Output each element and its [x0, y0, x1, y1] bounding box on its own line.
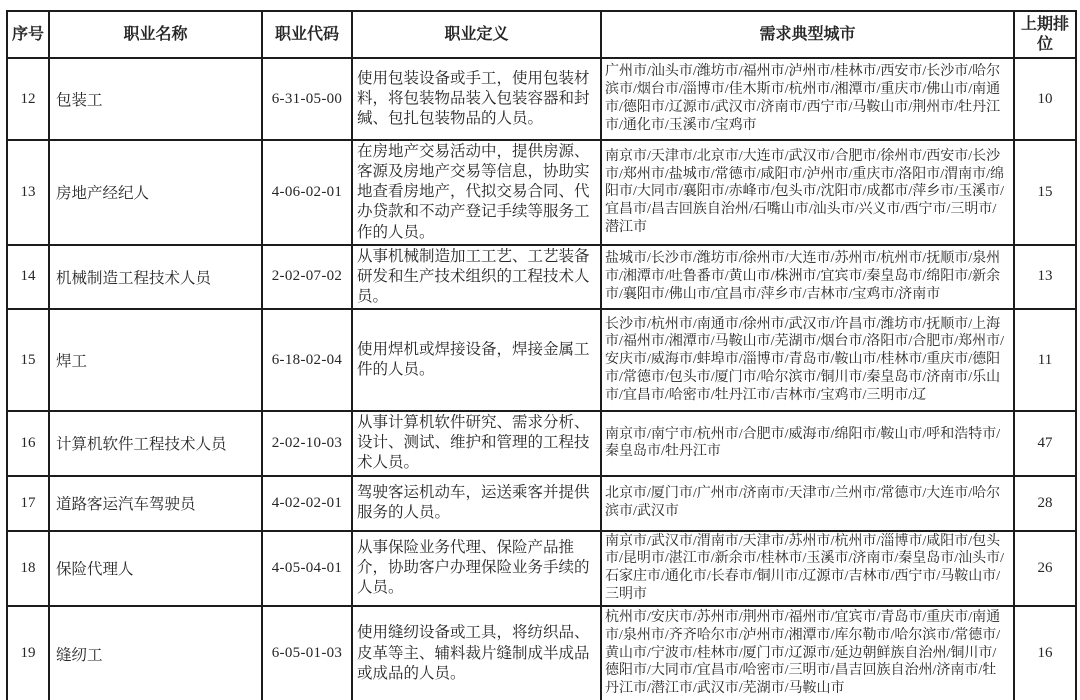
- cell-demand-cities: 杭州市/安庆市/苏州市/荆州市/福州市/宜宾市/青岛市/重庆市/南通市/泉州市/齐齐哈尔市/泸州市/湘潭市/库尔勒市/哈尔滨市/常德市/黄山市/宁波市/桂林市/厦门市/辽源市/延边朝鲜族自治州/铜川市/德阳市/大同市/宜昌市/哈密市/三明市/昌吉回族自治州/济南市/牡丹江市/潜江市/武汉市/芜湖市/马鞍山市: [601, 606, 1014, 700]
- cell-occupation-code: 6-31-05-00: [262, 58, 352, 140]
- cell-demand-cities: 盐城市/长沙市/潍坊市/徐州市/大连市/苏州市/杭州市/抚顺市/泉州市/湘潭市/吐鲁番市/黄山市/株洲市/宜宾市/秦皇岛市/绵阳市/新余市/襄阳市/佛山市/宜昌市/萍乡市/吉林市/宝鸡市/济南市: [601, 245, 1014, 309]
- cell-previous-rank: 11: [1014, 309, 1076, 411]
- cell-serial: 19: [7, 606, 49, 700]
- table-row: [7, 531, 1076, 606]
- cell-occupation-code: 6-05-01-03: [262, 606, 352, 700]
- table-row: [7, 309, 1076, 411]
- cell-occupation-code: 4-02-02-01: [262, 476, 352, 531]
- column-header-previous-rank: 上期排位: [1014, 11, 1076, 58]
- column-header-occupation-name: 职业名称: [49, 11, 262, 58]
- table-row: [7, 140, 1076, 245]
- cell-occupation-definition: 从事机械制造加工工艺、工艺装备研发和生产技术组织的工程技术人员。: [352, 245, 601, 309]
- cell-serial: 13: [7, 140, 49, 245]
- cell-occupation-code: 2-02-07-02: [262, 245, 352, 309]
- cell-previous-rank: 28: [1014, 476, 1076, 531]
- cell-serial: 18: [7, 531, 49, 606]
- cell-occupation-definition: 从事计算机软件研究、需求分析、设计、测试、维护和管理的工程技术人员。: [352, 411, 601, 475]
- cell-occupation-code: 4-05-04-01: [262, 531, 352, 606]
- cell-demand-cities: 北京市/厦门市/广州市/济南市/天津市/兰州市/常德市/大连市/哈尔滨市/武汉市: [601, 476, 1014, 531]
- cell-occupation-name: 包装工: [49, 58, 262, 140]
- cell-demand-cities: 长沙市/杭州市/南通市/徐州市/武汉市/许昌市/潍坊市/抚顺市/上海市/福州市/湘潭市/马鞍山市/芜湖市/烟台市/洛阳市/合肥市/郑州市/安庆市/威海市/蚌埠市/淄博市/青岛市/鞍山市/桂林市/重庆市/德阳市/常德市/包头市/厦门市/哈尔滨市/铜川市/秦皇岛市/济南市/乐山市/宜昌市/哈密市/牡丹江市/吉林市/宝鸡市/三明市/辽: [601, 309, 1014, 411]
- column-header-occupation-definition: 职业定义: [352, 11, 601, 58]
- table-row: [7, 606, 1076, 700]
- column-header-serial: 序号: [7, 11, 49, 58]
- cell-occupation-definition: 使用包装设备或手工，使用包装材料，将包装物品装入包装容器和封缄、包扎包装物品的人员。: [352, 58, 601, 140]
- cell-occupation-code: 4-06-02-01: [262, 140, 352, 245]
- cell-serial: 14: [7, 245, 49, 309]
- cell-serial: 15: [7, 309, 49, 411]
- cell-serial: 17: [7, 476, 49, 531]
- cell-demand-cities: 南京市/武汉市/渭南市/天津市/苏州市/杭州市/淄博市/咸阳市/包头市/昆明市/湛江市/新余市/桂林市/玉溪市/济南市/秦皇岛市/汕头市/石家庄市/通化市/长春市/铜川市/辽源市/吉林市/西宁市/马鞍山市/三明市: [601, 531, 1014, 606]
- header-row: [7, 11, 1076, 58]
- cell-occupation-definition: 使用焊机或焊接设备，焊接金属工件的人员。: [352, 309, 601, 411]
- cell-serial: 12: [7, 58, 49, 140]
- cell-occupation-code: 6-18-02-04: [262, 309, 352, 411]
- table-row: [7, 411, 1076, 475]
- cell-demand-cities: 广州市/汕头市/潍坊市/福州市/泸州市/桂林市/西安市/长沙市/哈尔滨市/烟台市/淄博市/佳木斯市/杭州市/湘潭市/重庆市/佛山市/南通市/德阳市/辽源市/武汉市/济南市/西宁市/马鞍山市/荆州市/牡丹江市/通化市/玉溪市/宝鸡市: [601, 58, 1014, 140]
- cell-previous-rank: 16: [1014, 606, 1076, 700]
- cell-occupation-code: 2-02-10-03: [262, 411, 352, 475]
- cell-occupation-definition: 使用缝纫设备或工具，将纺织品、皮革等主、辅料裁片缝制成半成品或成品的人员。: [352, 606, 601, 700]
- cell-occupation-name: 道路客运汽车驾驶员: [49, 476, 262, 531]
- cell-occupation-name: 计算机软件工程技术人员: [49, 411, 262, 475]
- table-row: [7, 245, 1076, 309]
- occupation-demand-table: [6, 10, 1077, 700]
- cell-demand-cities: 南京市/天津市/北京市/大连市/武汉市/合肥市/徐州市/西安市/长沙市/郑州市/盐城市/常德市/咸阳市/泸州市/重庆市/洛阳市/渭南市/绵阳市/大同市/襄阳市/赤峰市/包头市/沈阳市/成都市/萍乡市/玉溪市/宜昌市/昌吉回族自治州/石嘴山市/汕头市/兴义市/西宁市/三明市/潜江市: [601, 140, 1014, 245]
- cell-previous-rank: 13: [1014, 245, 1076, 309]
- cell-occupation-definition: 从事保险业务代理、保险产品推介，协助客户办理保险业务手续的人员。: [352, 531, 601, 606]
- cell-previous-rank: 47: [1014, 411, 1076, 475]
- cell-demand-cities: 南京市/南宁市/杭州市/合肥市/威海市/绵阳市/鞍山市/呼和浩特市/秦皇岛市/牡丹江市: [601, 411, 1014, 475]
- cell-serial: 16: [7, 411, 49, 475]
- cell-occupation-name: 保险代理人: [49, 531, 262, 606]
- cell-previous-rank: 26: [1014, 531, 1076, 606]
- cell-occupation-name: 房地产经纪人: [49, 140, 262, 245]
- cell-occupation-definition: 在房地产交易活动中，提供房源、客源及房地产交易等信息，协助实地查看房地产，代拟交易合同、代办贷款和不动产登记手续等服务工作的人员。: [352, 140, 601, 245]
- cell-previous-rank: 10: [1014, 58, 1076, 140]
- column-header-demand-cities: 需求典型城市: [601, 11, 1014, 58]
- cell-occupation-name: 机械制造工程技术人员: [49, 245, 262, 309]
- cell-occupation-name: 焊工: [49, 309, 262, 411]
- cell-occupation-name: 缝纫工: [49, 606, 262, 700]
- table-row: [7, 476, 1076, 531]
- table-row: [7, 58, 1076, 140]
- cell-occupation-definition: 驾驶客运机动车，运送乘客并提供服务的人员。: [352, 476, 601, 531]
- cell-previous-rank: 15: [1014, 140, 1076, 245]
- column-header-occupation-code: 职业代码: [262, 11, 352, 58]
